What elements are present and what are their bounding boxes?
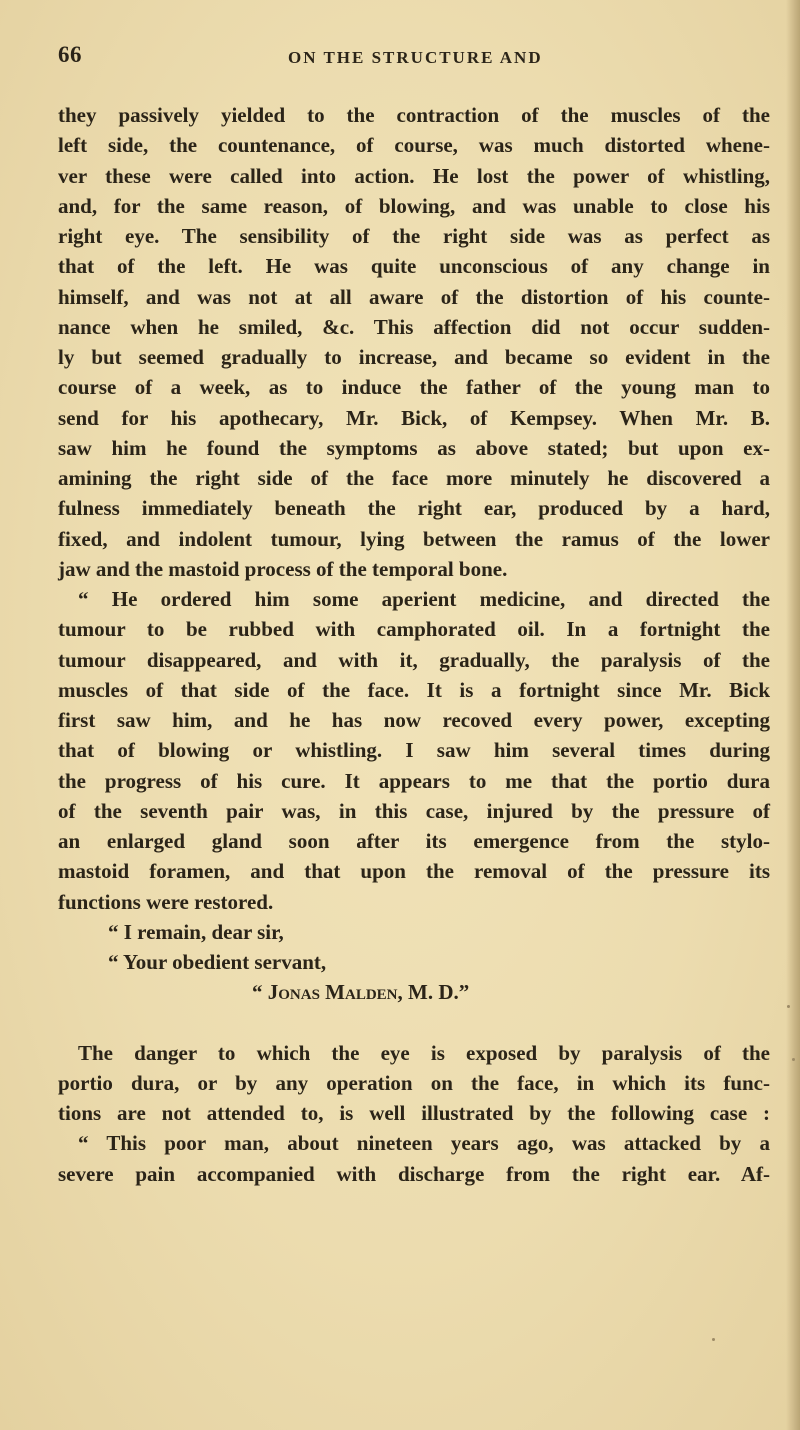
text-line: ly but seemed gradually to increase, and became so evident in the: [58, 345, 770, 369]
body-text: [58, 100, 770, 1189]
paper-speck: [792, 1058, 795, 1061]
text-line: severe pain accompanied with discharge from the right ear. Af-: [58, 1161, 770, 1186]
text-line: and, for the same reason, of blowing, and was unable to close his: [58, 193, 770, 218]
text-line: jaw and the mastoid process of the temporal bone.: [58, 556, 508, 581]
text-line: tions are not attended to, is well illustrated by the following case :: [58, 1101, 770, 1125]
text-line: mastoid foramen, and that upon the removal of the pressure its: [58, 859, 770, 884]
text-line: “ This poor man, about nineteen years ago, was attacked by a: [78, 1131, 770, 1156]
text-line: left side, the countenance, of course, was much distorted whene-: [58, 133, 770, 158]
page-edge-shadow: [786, 0, 800, 1430]
text-line: The danger to which the eye is exposed by paralysis of the: [78, 1040, 770, 1065]
paragraph-2: [58, 584, 770, 917]
text-line: send for his apothecary, Mr. Bick, of Kempsey. When Mr. B.: [58, 405, 770, 430]
text-line: himself, and was not at all aware of the distortion of his counte-: [58, 284, 770, 309]
text-line: nance when he smiled, &c. This affection did not occur sudden-: [58, 314, 770, 339]
text-line: the progress of his cure. It appears to me that the portio dura: [58, 768, 770, 793]
text-line: of the seventh pair was, in this case, injured by the pressure of: [58, 798, 770, 823]
text-line: tumour to be rubbed with camphorated oil. In a fortnight the: [58, 617, 770, 642]
letter-signature: [58, 917, 770, 1008]
text-line: right eye. The sensibility of the right side was as perfect as: [58, 224, 770, 248]
closing-line: “ I remain, dear sir,: [108, 919, 284, 944]
running-head: ON THE STRUCTURE AND: [288, 48, 543, 67]
text-line: muscles of that side of the face. It is a fortnight since Mr. Bick: [58, 677, 770, 702]
signatory-name: “ Jonas Malden, M. D.”: [252, 980, 470, 1005]
paragraph-gap: [58, 1008, 770, 1038]
text-line: fixed, and indolent tumour, lying between the ramus of the lower: [58, 526, 770, 551]
text-line: first saw him, and he has now recoved every power, excepting: [58, 708, 770, 732]
page-number: 66: [58, 42, 82, 67]
paper-speck: [787, 1005, 790, 1008]
text-line: “ He ordered him some aperient medicine, and directed the: [78, 587, 770, 611]
paragraph-3: [58, 1038, 770, 1189]
text-line: ver these were called into action. He lost the power of whistling,: [58, 163, 770, 188]
text-line: an enlarged gland soon after its emergence from the stylo-: [58, 829, 770, 853]
text-line: that of the left. He was quite unconscious of any change in: [58, 254, 770, 279]
text-line: that of blowing or whistling. I saw him several times during: [58, 738, 770, 763]
page-header: [58, 42, 768, 82]
text-line: fulness immediately beneath the right ear, produced by a hard,: [58, 496, 770, 521]
paper-speck: [712, 1338, 715, 1341]
text-line: functions were restored.: [58, 889, 274, 914]
closing-line: “ Your obedient servant,: [108, 950, 327, 974]
paragraph-1: [58, 100, 770, 584]
text-line: portio dura, or by any operation on the face, in which its func-: [58, 1070, 770, 1095]
text-line: course of a week, as to induce the father of the young man to: [58, 375, 770, 400]
text-line: they passively yielded to the contraction of the muscles of the: [58, 103, 770, 127]
text-line: amining the right side of the face more minutely he discovered a: [58, 466, 770, 490]
text-line: tumour disappeared, and with it, gradually, the paralysis of the: [58, 647, 770, 672]
text-line: saw him he found the symptoms as above stated; but upon ex-: [58, 435, 770, 460]
